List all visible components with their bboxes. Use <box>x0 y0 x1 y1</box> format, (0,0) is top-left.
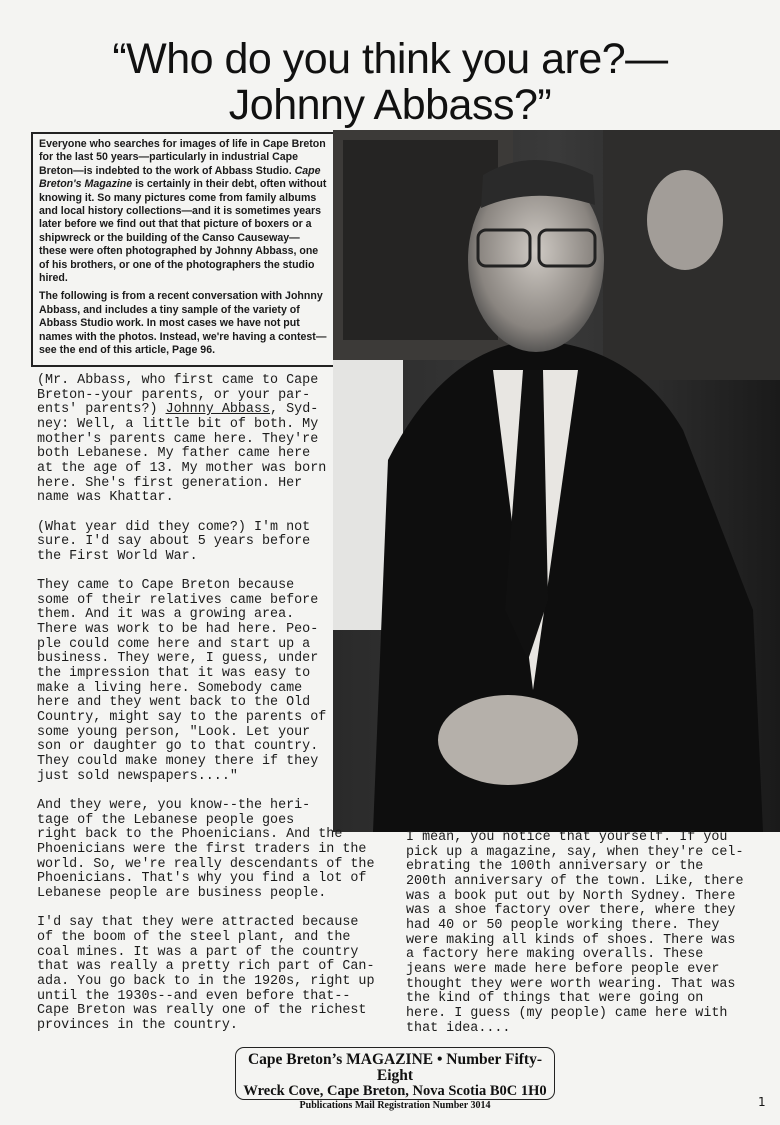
footer-issue: Cape Breton’s MAGAZINE • Number Fifty-Eight <box>247 1051 543 1084</box>
article-paragraph: (What year did they come?) I'm not sure. I'd say about 5 years before the First World War. <box>37 519 311 564</box>
article-text: (Mr. Abbass, who first came to Cape Breton--your parents, or your par- ents' parents?) <box>37 373 319 418</box>
magazine-footer <box>235 1047 555 1111</box>
article-paragraph: I'd say that they were attracted because of the boom of the steel plant, and the coal mines. It was a part of the country that was really a pretty rich part of Can- ada. You go back to in the 1920s, right up until the 1930s--and even before that-- Cape Breton was really one of the richest provinces in the country. <box>37 915 375 1033</box>
article-column-right <box>406 831 744 1036</box>
page-number: 1 <box>758 1095 766 1109</box>
article-paragraph: I mean, you notice that yourself. If you pick up a magazine, say, when they're cel- ebrating the 100th anniversary or the 200th anniversary of the town. Like, there was a book put out by North Sydney. There was a shoe factory over there, where they had 40 or 50 people working there. They were making all kinds of shoes. There was a factory here making overalls. These jeans were made here before people ever thought they were worth wearing. That was the kind of things that were going on here. I guess (my people) came here with that idea.... <box>406 830 744 1036</box>
intro-paragraph-2: The following is from a recent conversation with Johnny Abbass, and includes a tiny sample of the variety of Abbass Studio work. In most cases we have not put names with the photos. Instead, we're having a contest—see the end of this article, Page 96. <box>39 290 327 357</box>
intro-paragraph-1 <box>39 138 327 285</box>
intro-text: Everyone who searches for images of life in Cape Breton for the last 50 years—particularly in industrial Cape Breton—is indebted to the work of Abbass Studio. <box>39 138 326 177</box>
title-line-1: “Who do you think you are?— <box>112 35 668 83</box>
portrait-illustration <box>333 130 780 832</box>
title-line-2: Johnny Abbass?” <box>228 81 552 129</box>
footer-registration: Publications Mail Registration Number 3014 <box>299 1100 491 1111</box>
article-paragraph: They came to Cape Breton because some of their relatives came before them. And it was a growing area. There was work to be had here. Peo- ple could come here and start up a business. They were, I guess, under the impression that it was easy to make a living here. Somebody came here and they went back to the Old Country, might say to the parents of some young person, "Look. Let your son or daughter go to that country. They could make money there if they just sold newspapers...." <box>37 578 327 784</box>
magazine-name: Cape Breton's Magazine <box>39 164 321 191</box>
intro-box <box>31 132 335 367</box>
speaker-name: Johnny Abbass <box>165 402 271 418</box>
article-text: , Syd- ney: Well, a little bit of both. My mother's parents came here. They're both Lebanese. My father came here at the age of 13. My mother was born here. She's first generation. Her name was Khattar. <box>37 402 327 506</box>
article-title <box>0 36 780 128</box>
footer-address: Wreck Cove, Cape Breton, Nova Scotia B0C 1H0 <box>243 1083 547 1099</box>
article-column-left <box>37 374 375 1033</box>
portrait-photo <box>333 130 780 832</box>
article-paragraph: And they were, you know--the heri- tage of the Lebanese people goes right back to the Phoenicians. And the Phoenicians were the first traders in the world. So, we're really descendants of the Phoenicians. That's why you find a lot of Lebanese people are business people. <box>37 797 375 901</box>
intro-text: is certainly in their debt, often without knowing it. So many pictures come from family albums and local history collections—and it is sometimes years later before we find out that that picture of boxers or a shipwreck or the building of the Canso Causeway—these were often photographed by Johnny Abbass, one of his brothers, or one of the photographers the studio hired. <box>39 178 327 285</box>
